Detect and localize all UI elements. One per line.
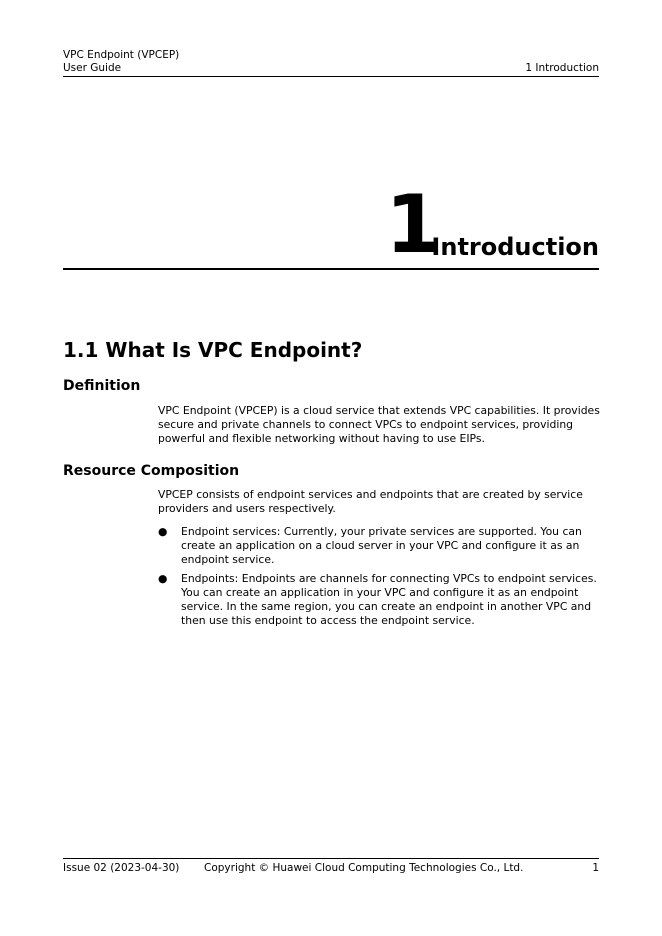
definition-heading: Definition: [63, 378, 141, 394]
header-section: 1 Introduction: [525, 62, 599, 74]
bullet-icon: ●: [158, 525, 168, 538]
page-header: [63, 49, 599, 77]
bullet-text: Endpoints: Endpoints are channels for connecting VPCs to endpoint services. You can create an application in your VPC and configure it as an endpoint service. In the same region, you can create an endpoint in another VPC and then use this endpoint to access the endpoint service.: [181, 572, 597, 627]
definition-text: VPC Endpoint (VPCEP) is a cloud service that extends VPC capabilities. It provides secure and private channels to connect VPCs to endpoint services, providing powerful and flexible networking without having to use EIPs.: [158, 404, 600, 445]
bullet-text: Endpoint services: Currently, your private services are supported. You can create an application on a cloud server in your VPC and configure it as an endpoint service.: [181, 525, 582, 566]
page-number: 1: [592, 862, 599, 874]
chapter-title: Introduction: [431, 233, 599, 261]
header-guide: User Guide: [63, 62, 122, 74]
section-title: 1.1 What Is VPC Endpoint?: [63, 338, 363, 362]
bullet-icon: ●: [158, 572, 168, 585]
footer-issue: Issue 02 (2023-04-30): [63, 862, 180, 874]
resource-intro: VPCEP consists of endpoint services and endpoints that are created by service providers and users respectively.: [158, 488, 583, 515]
header-product: VPC Endpoint (VPCEP): [63, 49, 180, 61]
chapter-heading: [63, 178, 599, 271]
page-footer: [63, 858, 599, 874]
resource-heading: Resource Composition: [63, 463, 240, 479]
header-left: [63, 49, 179, 75]
chapter-number: 1: [385, 178, 439, 271]
footer-copyright: Copyright © Huawei Cloud Computing Technologies Co., Ltd.: [204, 862, 524, 874]
